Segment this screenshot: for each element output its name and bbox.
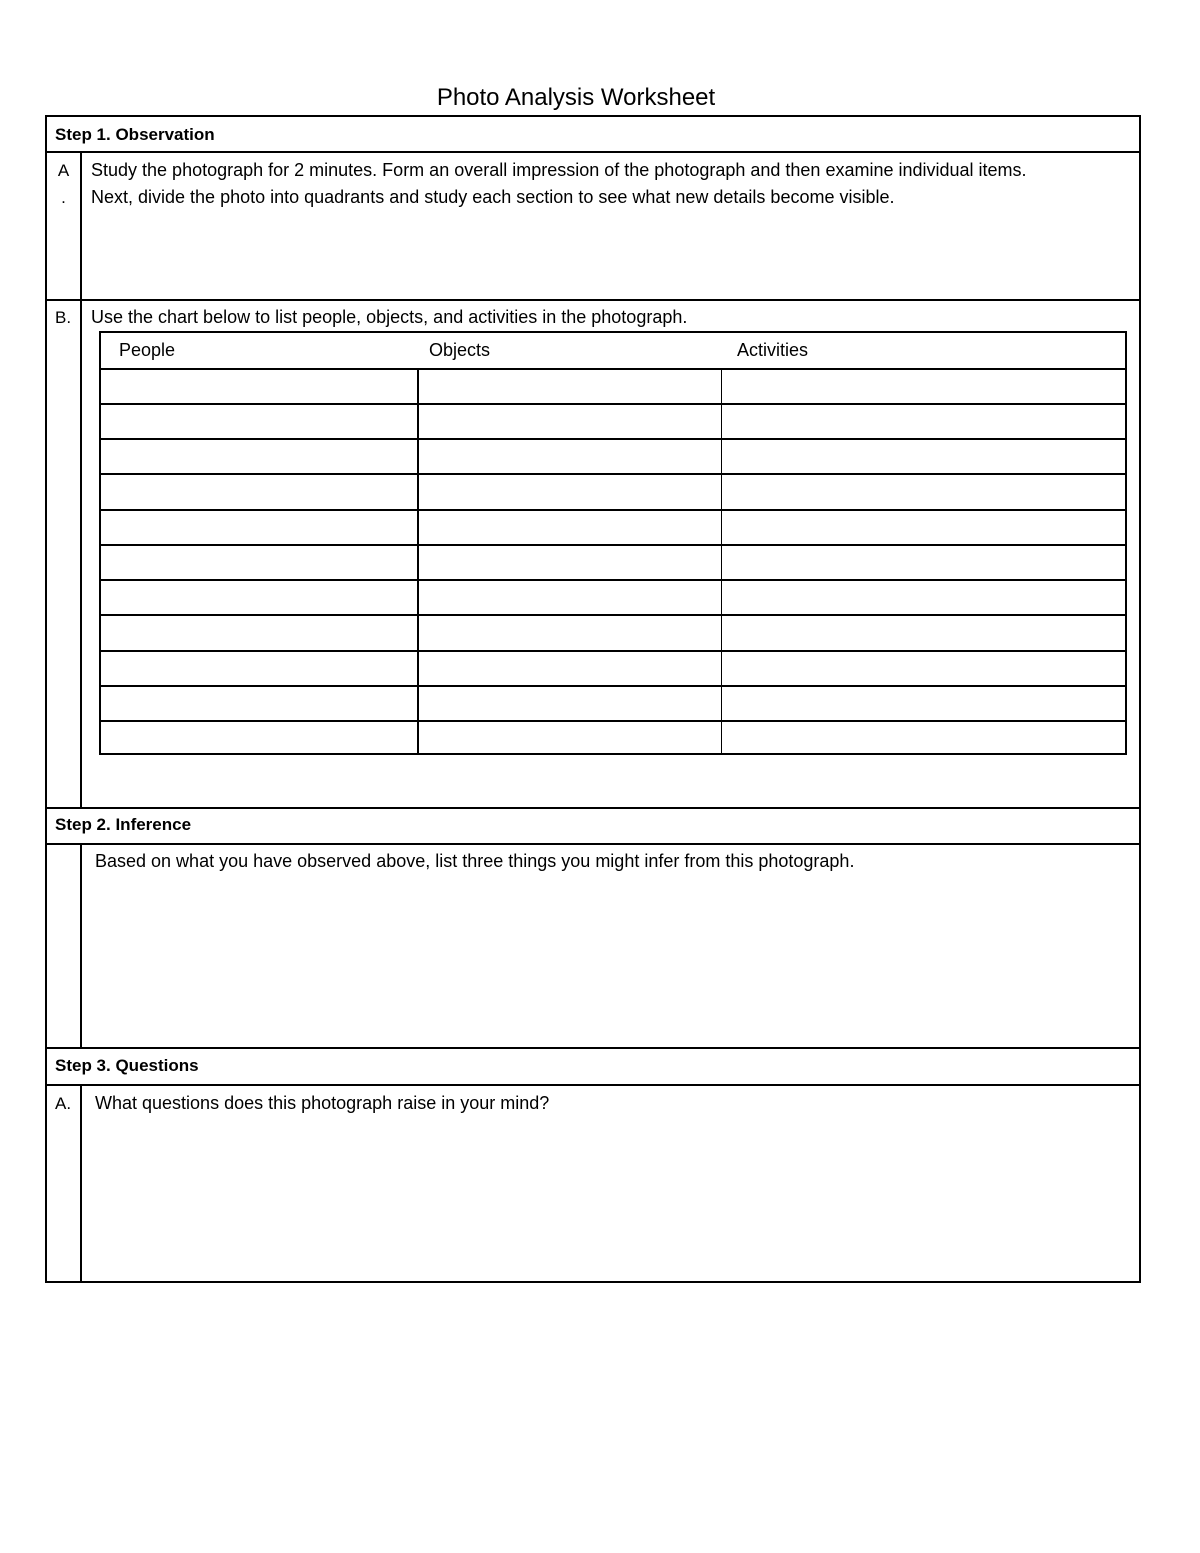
step1-row-b-label: B. — [55, 308, 72, 327]
label-column-divider — [80, 845, 82, 1049]
worksheet-title: Photo Analysis Worksheet — [436, 84, 716, 111]
chart-row[interactable] — [101, 368, 1125, 403]
divider — [47, 1084, 1139, 1086]
step1-row-a-text — [91, 157, 1027, 211]
step2-text: Based on what you have observed above, list three things you might infer from this photograph. — [95, 851, 855, 871]
label-column-divider — [80, 301, 82, 809]
step3-row-a-text: What questions does this photograph raise in your mind? — [95, 1093, 550, 1113]
chart-header-objects: Objects — [429, 340, 491, 360]
chart-row[interactable] — [101, 544, 1125, 579]
row-a-label-line2: . — [61, 188, 66, 207]
divider — [47, 1047, 1139, 1049]
divider — [47, 843, 1139, 845]
divider — [47, 151, 1139, 153]
observation-chart — [99, 331, 1127, 755]
step1-heading: Step 1. Observation — [55, 125, 215, 144]
chart-row[interactable] — [101, 650, 1125, 685]
row-a-label-line1: A — [57, 161, 70, 180]
chart-column-divider — [417, 368, 419, 753]
step1-row-b-text: Use the chart below to list people, objects, and activities in the photograph. — [91, 307, 688, 327]
chart-row[interactable] — [101, 403, 1125, 438]
chart-header-activities: Activities — [737, 340, 809, 360]
chart-row[interactable] — [101, 473, 1125, 508]
step3-row-a-label: A. — [55, 1094, 72, 1113]
divider — [47, 807, 1139, 809]
divider — [47, 299, 1139, 301]
chart-row[interactable] — [101, 509, 1125, 544]
step3-heading: Step 3. Questions — [55, 1056, 199, 1075]
chart-row[interactable] — [101, 614, 1125, 649]
chart-row[interactable] — [101, 720, 1125, 755]
chart-column-divider — [721, 368, 722, 753]
chart-header-people: People — [119, 340, 176, 360]
step1-row-a-label — [47, 157, 80, 211]
chart-row[interactable] — [101, 438, 1125, 473]
row-a-text-line2: Next, divide the photo into quadrants and study each section to see what new details become visible. — [91, 187, 895, 207]
step2-heading: Step 2. Inference — [55, 815, 192, 834]
row-a-text-line1: Study the photograph for 2 minutes. Form an overall impression of the photograph and then examine individual items. — [91, 160, 1027, 180]
chart-header-row — [101, 333, 1125, 368]
chart-row[interactable] — [101, 579, 1125, 614]
worksheet-table — [45, 115, 1141, 1283]
label-column-divider — [80, 153, 82, 301]
chart-row[interactable] — [101, 685, 1125, 720]
